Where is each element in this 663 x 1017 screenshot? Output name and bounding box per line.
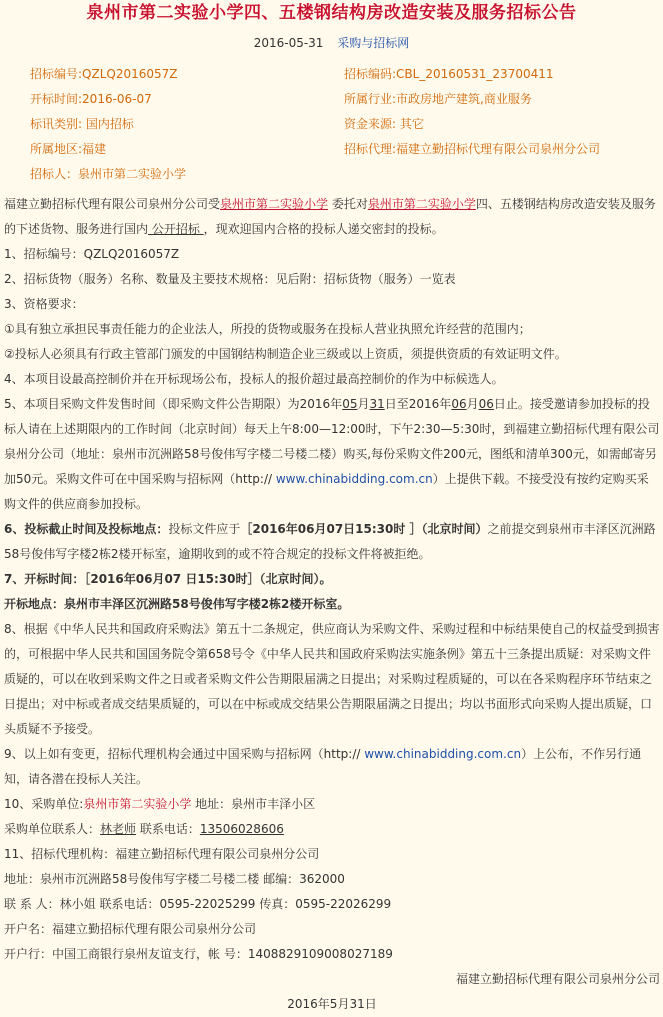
item-9-text: ）上公布，不作另行通知，请各潜在投标人关注。 xyxy=(4,747,642,786)
item-8: 8、根据《中华人民共和国政府采购法》第五十二条规定，供应商认为采购文件、采购过程和中标结果使自己的权益受到损害的，可根据中华人民共和国国务院令第658号令《中华人民共和国政府采购法实施条例》第五十三条提出质疑：对采购文件质疑的，可以在收到采购文件之日或者采购文件公告期限届满之日提出；对采购过程质疑的，可以在各采购程序环节结束之日提出；对中标或者成交结果质疑的，可以在中标或成交结果公告期限届满之日提出；均以书面形式向采购人提出质疑，口头质疑不予接受。 xyxy=(4,622,660,736)
date-day: 31 xyxy=(369,397,385,411)
date-month: 05 xyxy=(342,397,358,411)
bid-code: 招标编码:CBL_20160531_23700411 xyxy=(344,67,554,81)
region: 所属地区:福建 xyxy=(30,142,107,156)
item-3b: ②投标人必须具有行政主管部门颁发的中国钢结构制造企业三级或以上资质，须提供资质的有效证明文件。 xyxy=(4,347,567,361)
industry: 所属行业:市政房地产建筑,商业服务 xyxy=(344,92,532,106)
announcement-body xyxy=(4,192,660,1017)
contact-label: 采购单位联系人： xyxy=(4,822,101,836)
agent-contact: 联 系 人：林小姐 联系电话：0595-22025299 传真：0595-22026299 xyxy=(4,897,392,911)
intro-text: 委托对 xyxy=(328,197,368,211)
item-5-text: 5、本项目采购文件发售时间（即采购文件公告期限）为2016年 xyxy=(4,397,343,411)
item-10-label: 10、采购单位: xyxy=(4,797,84,811)
publish-date: 2016-05-31 xyxy=(253,36,324,50)
open-time: 开标时间:2016-06-07 xyxy=(30,92,152,106)
bank-account: 开户行：中国工商银行泉州友谊支行，帐 号：1408829109008027189 xyxy=(4,947,393,961)
item-6 xyxy=(4,517,660,567)
item-1: 1、招标编号：QZLQ2016057Z xyxy=(4,247,180,261)
date-month: 06 xyxy=(451,397,467,411)
chinabidding-link[interactable]: www.chinabidding.com.cn xyxy=(364,747,522,761)
tenderer-link[interactable]: 泉州市第二实验小学 xyxy=(220,197,329,211)
page-title: 泉州市第二实验小学四、五楼钢结构房改造安装及服务招标公告 xyxy=(86,3,577,23)
agent-address: 地址：泉州市沉洲路58号俊伟写字楼二号楼二楼 邮编：362000 xyxy=(4,872,345,886)
item-5 xyxy=(4,392,660,517)
item-5-text: 日止。接受邀请参加投标的投标人请在上述期限内的工作时间（北京时间）每天上午8:00—12:00时，下午2:30—5:30时，到福建立勤招标代理有限公司泉州分公司（地址：泉州市沉洲路58号俊伟写字楼二号楼二楼）购买,每份采购文件200元，图纸和清单300元，如需邮寄另加50元。采购文件可在中国采购与招标网（http:// xyxy=(4,397,660,486)
bid-type: 标讯类别: 国内招标 xyxy=(30,117,134,131)
item-7-place: 开标地点：泉州市丰泽区沉洲路58号俊伟写字楼2栋2楼开标室。 xyxy=(4,597,350,611)
deadline-time: ［2016年06月07日15:30时 ］（北京时间） xyxy=(240,522,488,536)
purchaser-name: 泉州市第二实验小学 xyxy=(83,797,192,811)
item-5-text: 月 xyxy=(357,397,370,411)
item-6-heading: 6、投标截止时间及投标地点： xyxy=(4,522,169,536)
item-2: 2、招标货物（服务）名称、数量及主要技术规格：见后附：招标货物（服务）一览表 xyxy=(4,272,456,286)
item-9 xyxy=(4,742,660,792)
item-10 xyxy=(4,792,660,817)
fund-source: 资金来源: 其它 xyxy=(344,117,424,131)
source-link[interactable]: 采购与招标网 xyxy=(337,36,410,50)
item-5-text: 日至2016年 xyxy=(384,397,452,411)
item-5-text: ）上提供下载。不接受没有按约定购买采购文件的供应商参加投标。 xyxy=(4,472,649,511)
item-5-text: 月 xyxy=(466,397,479,411)
intro-paragraph xyxy=(4,192,660,242)
item-7: 7、开标时间：［2016年06月07 日15:30时］（北京时间）。 xyxy=(4,572,332,586)
signature: 福建立勤招标代理有限公司泉州分公司 xyxy=(455,972,660,986)
purchaser-address: 地址：泉州市丰泽小区 xyxy=(191,797,316,811)
sign-date: 2016年5月31日 xyxy=(287,997,377,1011)
intro-text: ，现欢迎国内合格的投标人递交密封的投标。 xyxy=(203,222,444,236)
intro-text: 福建立勤招标代理有限公司泉州分公司受 xyxy=(4,197,221,211)
bid-method: 公开招标 xyxy=(148,222,204,236)
item-6-text: 投标文件应于 xyxy=(168,522,241,536)
item-4: 4、本项目设最高控制价并在开标现场公布，投标人的报价超过最高控制价的作为中标候选人。 xyxy=(4,372,504,386)
intro-text: 四、五楼钢结构房改造安装及服务 xyxy=(475,197,656,211)
date-day: 06 xyxy=(478,397,494,411)
tenderer-link[interactable]: 泉州市第二实验小学 xyxy=(367,197,476,211)
item-3a: ①具有独立承担民事责任能力的企业法人，所投的货物或服务在投标人营业执照允许经营的范围内； xyxy=(4,322,531,336)
item-11: 11、招标代理机构：福建立勤招标代理有限公司泉州分公司 xyxy=(4,847,320,861)
tenderer: 招标人：泉州市第二实验小学 xyxy=(30,167,187,181)
info-panel xyxy=(0,64,663,196)
meta-line xyxy=(0,32,663,54)
item-6-text: 之前提交到泉州市丰泽区沉洲路58号俊伟写字楼2栋2楼开标室，逾期收到的或不符合规定的投标文件将被拒绝。 xyxy=(4,522,656,561)
intro-text: 的下述货物、服务进行国内 xyxy=(4,222,149,236)
contact-phone: 13506028606 xyxy=(199,822,284,836)
item-3: 3、资格要求： xyxy=(4,297,84,311)
bid-agent: 招标代理:福建立勤招标代理有限公司泉州分公司 xyxy=(344,142,601,156)
account-name: 开户名：福建立勤招标代理有限公司泉州分公司 xyxy=(4,922,257,936)
purchaser-contact xyxy=(4,817,660,842)
bid-number: 招标编号:QZLQ2016057Z xyxy=(30,67,178,81)
contact-person: 林老师 xyxy=(100,822,137,836)
phone-label: 联系电话： xyxy=(136,822,200,836)
chinabidding-link[interactable]: www.chinabidding.com.cn xyxy=(275,472,433,486)
item-9-text: 9、以上如有变更，招标代理机构会通过中国采购与招标网（http:// xyxy=(4,747,365,761)
